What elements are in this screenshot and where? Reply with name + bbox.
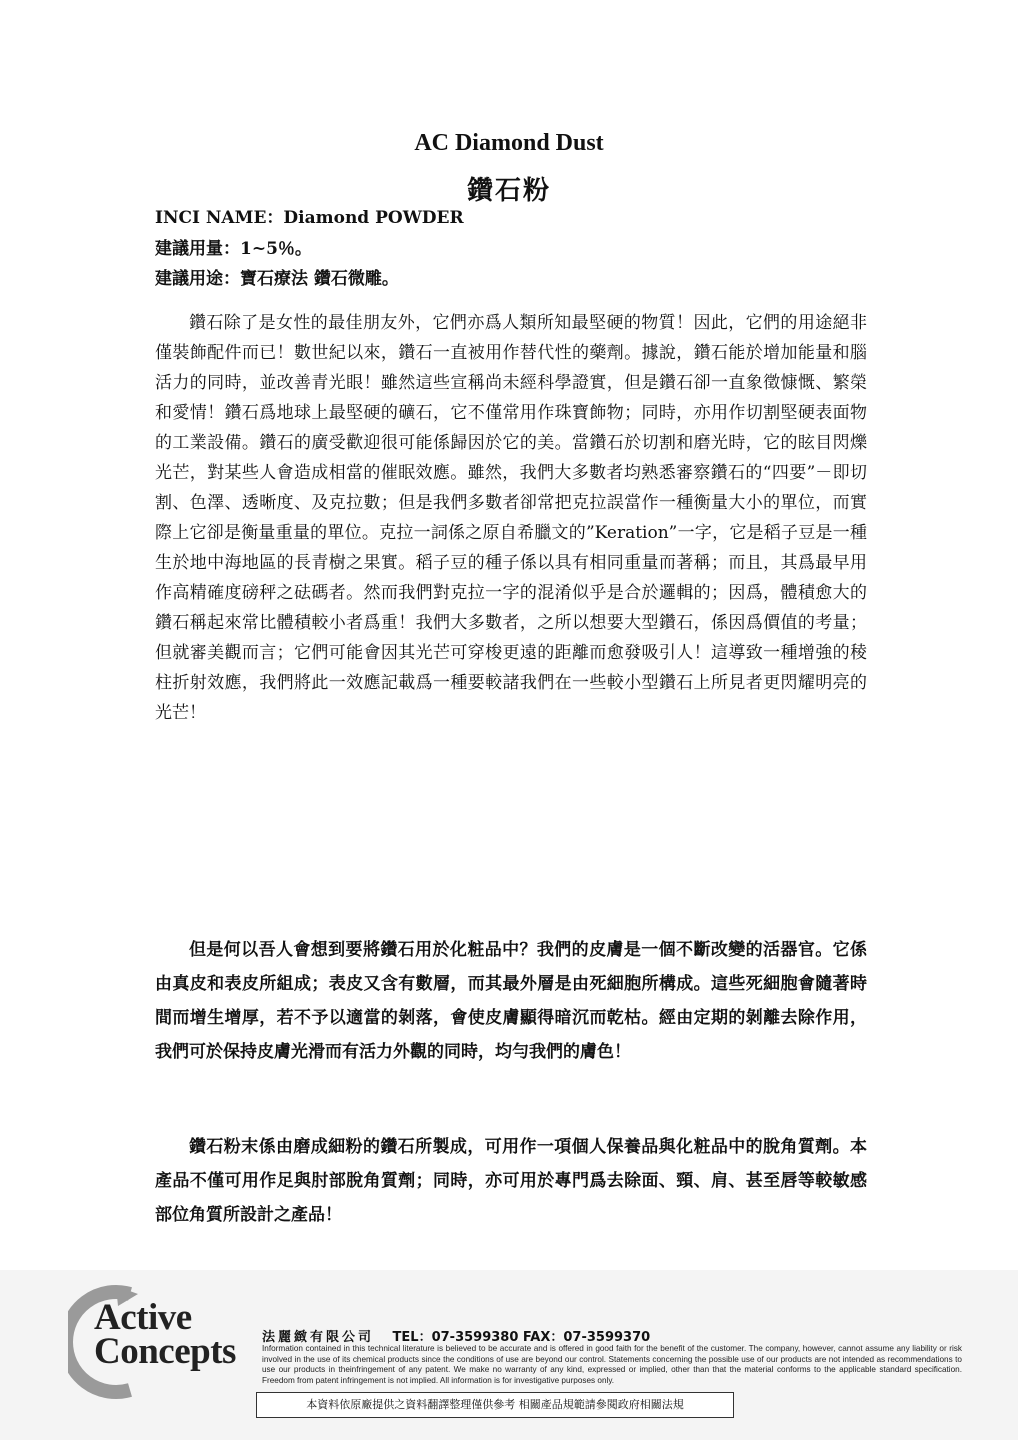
body-paragraph-1: 鑽石除了是女性的最佳朋友外，它們亦爲人類所知最堅硬的物質！因此，它們的用途絕非僅裝飾配件而已！數世紀以來，鑽石一直被用作替代性的藥劑。據說，鑽石能於增加能量和腦活力的同時，並改善青光眼！雖然這些宣稱尚未經科學證實，但是鑽石卻一直象徵慷慨、繁榮和愛情！鑽石爲地球上最堅硬的礦石，它不僅常用作珠寶飾物；同時，亦用作切割堅硬表面物的工業設備。鑽石的廣受歡迎很可能係歸因於它的美。當鑽石於切割和磨光時，它的眩目閃爍光芒，對某些人會造成相當的催眠效應。雖然，我們大多數者均熟悉審察鑽石的“四要”－即切割、色澤、透晰度、及克拉數；但是我們多數者卻常把克拉誤當作一種衡量大小的單位，而實際上它卻是衡量重量的單位。克拉一詞係之原自希臘文的”Keration”一字，它是稻子豆是一種生於地中海地區的長青樹之果實。稻子豆的種子係以具有相同重量而著稱；而且，其爲最早用作高精確度磅秤之砝碼者。然而我們對克拉一字的混淆似乎是合於邏輯的；因爲，體積愈大的鑽石稱起來常比體積較小者爲重！我們大多數者，之所以想要大型鑽石，係因爲價值的考量；但就審美觀而言；它們可能會因其光芒可穿梭更遠的距離而愈發吸引人！這導致一種增強的稜柱折射效應，我們將此一效應記載爲一種要較諸我們在一些較小型鑽石上所見者更閃耀明亮的光芒！	[155, 313, 867, 723]
company-contact	[262, 1326, 650, 1345]
document-title-chinese: 鑽石粉	[466, 176, 551, 206]
reference-notice-box: 本資料依原廠提供之資料翻譯整理僅供參考 相關產品規範請參閱政府相關法規	[256, 1392, 734, 1418]
body-paragraph-3: 鑽石粉末係由磨成細粉的鑽石所製成，可用作一項個人保養品與化粧品中的脫角質劑。本產品不僅可用作足與肘部脫角質劑；同時，亦可用於專門爲去除面、頸、肩、甚至唇等較敏感部位角質所設計之產品！	[155, 1137, 867, 1225]
logo-text-concepts: Concepts	[94, 1331, 236, 1372]
suggested-usage: 建議用途：寶石療法 鑽石微雕。	[155, 269, 399, 289]
suggested-dosage: 建議用量：1~5％。	[155, 239, 312, 259]
document-title-english: AC Diamond Dust	[414, 130, 604, 156]
disclaimer-text: Information contained in this technical literature is believed to be accurate and is offered in good faith for the benefit of the customer. The company, however, cannot assume any liability or risk involved in the use of its chemical products since the conditions of use are beyond our control. Statements concerning the possible use of our products are not intended as recommendations to use our products in theinfringement of any patent. We make no warranty of any kind, expressed or implied, other than that the material conforms to the applicable standard specification. Freedom from patent infringement is not implied. All information is for investigative purposes only.	[262, 1344, 962, 1385]
tel-fax: TEL：07-3599380 FAX：07-3599370	[392, 1330, 651, 1345]
company-name: 法麗緻有限公司	[262, 1330, 375, 1345]
inci-name: INCI NAME：Diamond POWDER	[155, 208, 464, 228]
logo-text-active: Active	[94, 1297, 192, 1338]
body-paragraph-2: 但是何以吾人會想到要將鑽石用於化粧品中？我們的皮膚是一個不斷改變的活器官。它係由真皮和表皮所組成；表皮又含有數層，而其最外層是由死細胞所構成。這些死細胞會隨著時間而增生增厚，若不予以適當的剝落，會使皮膚顯得暗沉而乾枯。經由定期的剝離去除作用，我們可於保持皮膚光滑而有活力外觀的同時，均勻我們的膚色！	[155, 940, 867, 1062]
